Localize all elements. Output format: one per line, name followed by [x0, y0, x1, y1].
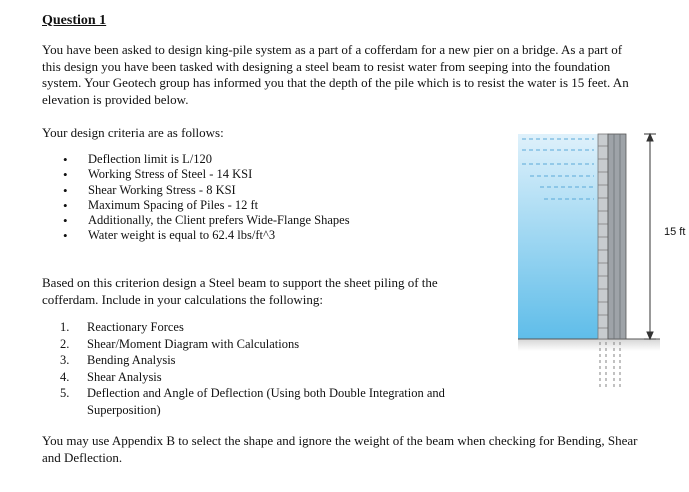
criteria-item: • Deflection limit is L/120: [60, 152, 350, 167]
item-text: Reactionary Forces: [87, 320, 184, 334]
item-number: 5.: [60, 386, 70, 400]
item-number: 4.: [60, 369, 70, 384]
criteria-item: • Shear Working Stress - 8 KSI: [60, 183, 350, 198]
criteria-item: • Working Stress of Steel - 14 KSI: [60, 167, 350, 182]
appendix-note: You may use Appendix B to select the shape and ignore the weight of the beam when checking for Bending, Shear and Deflection.: [42, 433, 638, 465]
criteria-item: • Water weight is equal to 62.4 lbs/ft^3: [60, 228, 350, 243]
item-text: Shear/Moment Diagram with Calculations: [87, 336, 300, 351]
item-text: Shear Analysis: [87, 369, 162, 384]
criteria-item: • Additionally, the Client prefers Wide-Flange Shapes: [60, 213, 350, 228]
based-on-paragraph: Based on this criterion design a Steel beam to support the sheet piling of the cofferdam. Include in your calculations the following:: [42, 275, 438, 307]
cofferdam-elevation-figure: [510, 126, 680, 396]
item-number: 3.: [60, 353, 70, 367]
requirement-item: [60, 385, 480, 418]
sheet-pile: [598, 134, 608, 339]
dimension-label: 15 ft: [664, 226, 686, 238]
water-body: [518, 134, 598, 339]
requirement-item: [60, 336, 480, 353]
requirement-item: [60, 369, 480, 386]
dimension-line: [644, 134, 656, 339]
soil: [518, 339, 660, 351]
criteria-intro: Your design criteria are as follows:: [42, 125, 224, 140]
criteria-item: • Maximum Spacing of Piles - 12 ft: [60, 198, 350, 213]
item-text: Deflection and Angle of Deflection (Using both Double Integration and Superposition): [87, 386, 445, 417]
item-number: 1.: [60, 320, 70, 334]
criteria-list: [60, 152, 350, 244]
intro-paragraph: You have been asked to design king-pile system as a part of a cofferdam for a new pier on a bridge. As a part of this design you have been tasked with designing a steel beam to resist water from seeping into the foundation system. Your Geotech group has informed you that the depth of the pile which is to resist the water is 15 feet. An elevation is provided below.: [42, 42, 629, 107]
item-text: Bending Analysis: [87, 353, 176, 367]
item-number: 2.: [60, 336, 70, 351]
question-title: Question 1: [42, 13, 107, 28]
requirement-item: [60, 319, 480, 336]
requirements-list: [60, 319, 480, 418]
requirement-item: [60, 352, 480, 369]
king-pile: [608, 134, 626, 339]
